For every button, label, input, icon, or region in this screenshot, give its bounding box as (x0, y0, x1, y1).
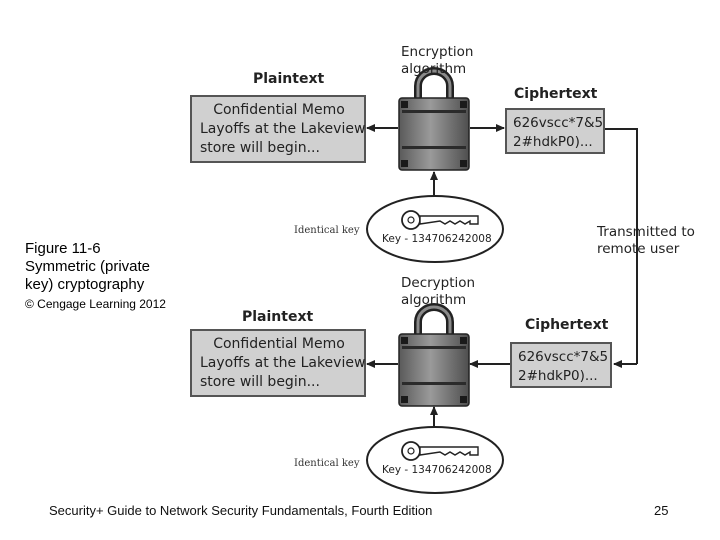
key-oval-top (367, 196, 503, 262)
algorithm-label-line: algorithm (401, 61, 467, 77)
caption-line: Figure 11-6 (25, 240, 101, 257)
transmitted-line: remote user (597, 241, 680, 257)
key-oval-bottom (367, 427, 503, 493)
footer-book-title: Security+ Guide to Network Security Fundamentals, Fourth Edition (49, 503, 433, 518)
ciphertext-line: 2#hdkP0)... (518, 368, 598, 384)
caption-line: Symmetric (private (25, 258, 151, 275)
plaintext-line: store will begin... (200, 140, 320, 156)
ciphertext-line: 2#hdkP0)... (513, 134, 593, 150)
plaintext-line: store will begin... (200, 374, 320, 390)
decryption-algorithm-label (401, 275, 475, 309)
plaintext-label-bottom: Plaintext (242, 309, 314, 325)
plaintext-line: Layoffs at the Lakeview (200, 121, 366, 137)
ciphertext-label-bottom: Ciphertext (525, 317, 609, 333)
copyright-credit: © Cengage Learning 2012 (25, 297, 166, 311)
identical-key-label-top: Identical key (294, 225, 360, 236)
ciphertext-line: 626vscc*7&5 (513, 115, 604, 131)
lock-icon (399, 71, 469, 170)
key-text-top: Key - 134706242008 (382, 233, 492, 245)
plaintext-line: Layoffs at the Lakeview (200, 355, 366, 371)
plaintext-box-bottom (190, 329, 366, 397)
plaintext-line: Confidential Memo (213, 336, 345, 352)
transmitted-label (597, 224, 695, 258)
algorithm-label-line: algorithm (401, 292, 467, 308)
ciphertext-box-top (505, 108, 605, 154)
algorithm-label-line: Decryption (401, 275, 476, 291)
key-text-bottom: Key - 134706242008 (382, 464, 492, 476)
algorithm-label-line: Encryption (401, 44, 474, 60)
ciphertext-box-bottom (510, 342, 612, 388)
plaintext-label-top: Plaintext (253, 71, 325, 87)
plaintext-box-top (190, 95, 366, 163)
caption-line: key) cryptography (25, 276, 145, 293)
page-number: 25 (654, 503, 669, 518)
transmitted-line: Transmitted to (597, 224, 695, 240)
figure-caption (25, 240, 150, 294)
identical-key-label-bottom: Identical key (294, 458, 360, 469)
encryption-algorithm-label (401, 44, 473, 78)
lock-icon (399, 307, 469, 406)
ciphertext-line: 626vscc*7&5 (518, 349, 609, 365)
ciphertext-label-top: Ciphertext (514, 86, 598, 102)
plaintext-line: Confidential Memo (213, 102, 345, 118)
